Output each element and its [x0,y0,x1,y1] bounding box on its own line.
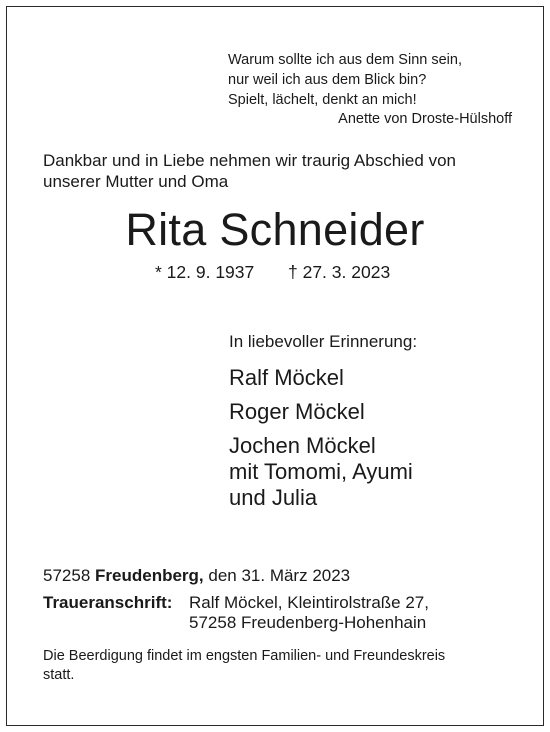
remembrance-label: In liebevoller Erinnerung: [229,332,418,351]
intro-line-1: Dankbar und in Liebe nehmen wir traurig Abschied von [43,151,456,170]
funeral-line-1: Die Beerdigung findet im engsten Familien- und Freundeskreis [43,648,446,664]
address-label: Traueranschrift: [43,593,173,612]
mourners-list [229,365,413,511]
mourner-2: Roger Möckel [229,399,365,424]
dateline-date: den 31. März 2023 [208,566,351,585]
birth-date: * 12. 9. 1937 [155,262,255,282]
intro-line-2: unserer Mutter und Oma [43,172,229,191]
address-line-1: Ralf Möckel, Kleintirolstraße 27, [189,593,429,612]
death-date: † 27. 3. 2023 [288,262,391,282]
dateline-place: Freudenberg, [95,566,204,585]
poem-author: Anette von Droste-Hülshoff [338,111,512,127]
poem-line-3: Spielt, lächelt, denkt an mich! [228,92,417,108]
dateline [43,566,350,586]
address-line-2: 57258 Freudenberg-Hohenhain [189,613,427,632]
poem-line-1: Warum sollte ich aus dem Sinn sein, [228,52,462,68]
poem-quote [228,50,462,110]
mourner-3-continued-2: und Julia [229,485,318,510]
mourner-1: Ralf Möckel [229,365,344,390]
poem-line-2: nur weil ich aus dem Blick bin? [228,72,427,88]
dateline-postcode: 57258 [43,566,91,585]
deceased-name: Rita Schneider [125,204,425,255]
intro-text [43,150,456,192]
mourner-3-continued: mit Tomomi, Ayumi [229,459,413,484]
funeral-line-2: statt. [43,667,75,683]
mourner-3: Jochen Möckel [229,433,376,458]
funeral-note [43,647,445,685]
